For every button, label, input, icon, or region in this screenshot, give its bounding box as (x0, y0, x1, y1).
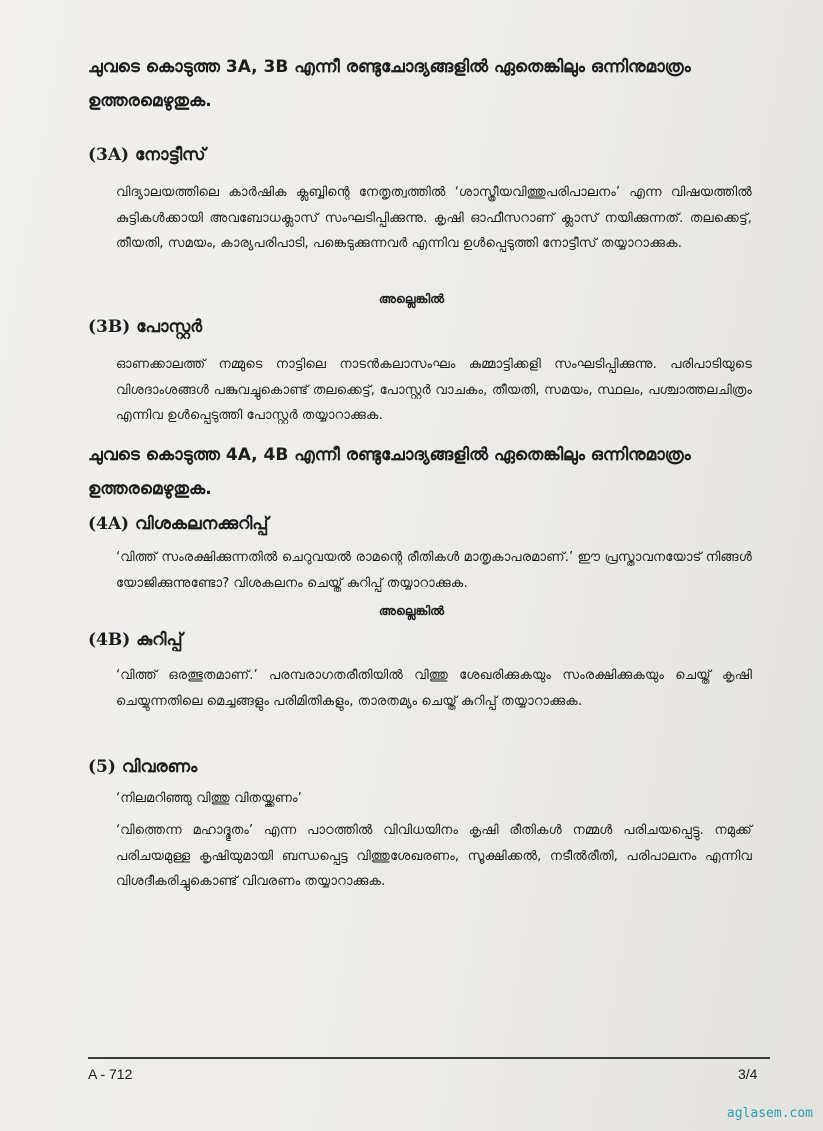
question-3b-text: ഓണക്കാലത്ത് നമ്മുടെ നാട്ടിലെ നാടൻകലാസംഘം കുമ്മാട്ടിക്കളി സംഘടിപ്പിക്കുന്നു. പരിപാടിയുടെ വിശദാംശങ്ങൾ പങ്കുവച്ചുകൊണ്ട് തലക്കെട്ട്, പോസ്റ്റർ വാചകം, തീയതി, സമയം, സ്ഥലം, പശ്ചാത്തലചിത്രം എന്നിവ ഉൾപ്പെടുത്തി പോസ്റ്റർ തയ്യാറാക്കുക. (116, 357, 752, 423)
watermark-text: aglasem.com (726, 1106, 813, 1121)
question-4b-number: (4B) (88, 630, 131, 650)
question-3b-heading (88, 317, 202, 337)
question-3a-heading (88, 145, 205, 165)
paper-code: A - 712 (88, 1066, 133, 1082)
question-4a-heading (88, 514, 268, 534)
question-3a-title: നോട്ടീസ് (135, 145, 206, 165)
instruction-section-3: ചുവടെ കൊടുത്ത 3A, 3B എന്നീ രണ്ടുചോദ്യങ്ങളിൽ ഏതെങ്കിലും ഒന്നിനുമാത്രം ഉത്തരമെഴുതുക. (88, 57, 691, 111)
footer-rule (88, 1057, 770, 1059)
question-4b-heading (88, 630, 183, 650)
question-4a-text: ‘വിത്ത് സംരക്ഷിക്കുന്നതിൽ ചെറുവയൽ രാമന്റെ രീതികൾ മാതൃകാപരമാണ്.’ ഈ പ്രസ്താവനയോട് നിങ്ങൾ യോജിക്കുന്നുണ്ടോ? വിശകലനം ചെയ്ത് കുറിപ്പ് തയ്യാറാക്കുക. (116, 550, 752, 591)
instruction-section-4: ചുവടെ കൊടുത്ത 4A, 4B എന്നീ രണ്ടുചോദ്യങ്ങളിൽ ഏതെങ്കിലും ഒന്നിനുമാത്രം ഉത്തരമെഴുതുക. (88, 445, 691, 499)
question-4b-title: കുറിപ്പ് (136, 630, 183, 650)
question-5-text: ‘വിത്തെന്ന മഹാദ്ഭുതം’ എന്ന പാഠത്തിൽ വിവിധയിനം കൃഷി രീതികൾ നമ്മൾ പരിചയപ്പെട്ടു. നമുക്ക് പരിചയമുള്ള കൃഷിയുമായി ബന്ധപ്പെട്ട വിത്തുശേഖരണം, സൂക്ഷിക്കൽ, നടീൽരീതി, പരിപാലനം എന്നിവ വിശദീകരിച്ചുകൊണ്ട് വിവരണം തയ്യാറാക്കുക. (116, 823, 752, 889)
or-separator-1: അല്ലെങ്കിൽ (378, 291, 445, 306)
question-4a-number: (4A) (88, 514, 130, 534)
question-4b-text: ‘വിത്ത് ഒരത്ഭുതമാണ്.’ പരമ്പരാഗതരീതിയിൽ വിത്തു ശേഖരിക്കുകയും സംരക്ഷിക്കുകയും ചെയ്ത് കൃഷി ചെയ്യുന്നതിലെ മെച്ചങ്ങളും പരിമിതികളും, താരതമ്യം ചെയ്ത് കുറിപ്പ് തയ്യാറാക്കുക. (116, 668, 752, 709)
question-5-title: വിവരണം (121, 757, 198, 777)
question-3b-title: പോസ്റ്റർ (136, 317, 203, 337)
question-4a-title: വിശകലനക്കുറിപ്പ് (135, 514, 269, 534)
question-3a-number: (3A) (88, 145, 130, 165)
page-number: 3/4 (738, 1066, 758, 1082)
question-5-heading (88, 757, 197, 777)
question-3a-text: വിദ്യാലയത്തിലെ കാർഷിക ക്ലബ്ബിന്റെ നേതൃത്വത്തിൽ ‘ശാസ്ത്രീയവിത്തുപരിപാലനം’ എന്ന വിഷയത്തിൽ കുട്ടികൾക്കായി അവബോധക്ലാസ് സംഘടിപ്പിക്കുന്നു. കൃഷി ഓഫീസറാണ് ക്ലാസ് നയിക്കുന്നത്. തലക്കെട്ട്, തീയതി, സമയം, കാര്യപരിപാടി, പങ്കെടുക്കുന്നവർ എന്നിവ ഉൾപ്പെടുത്തി നോട്ടീസ് തയ്യാറാക്കുക. (116, 185, 752, 251)
question-5-number: (5) (88, 757, 116, 777)
question-5-quote: ‘നിലമറിഞ്ഞു വിത്തു വിതയ്ക്കണം’ (116, 791, 302, 806)
question-3b-number: (3B) (88, 317, 131, 337)
or-separator-2: അല്ലെങ്കിൽ (378, 603, 445, 618)
